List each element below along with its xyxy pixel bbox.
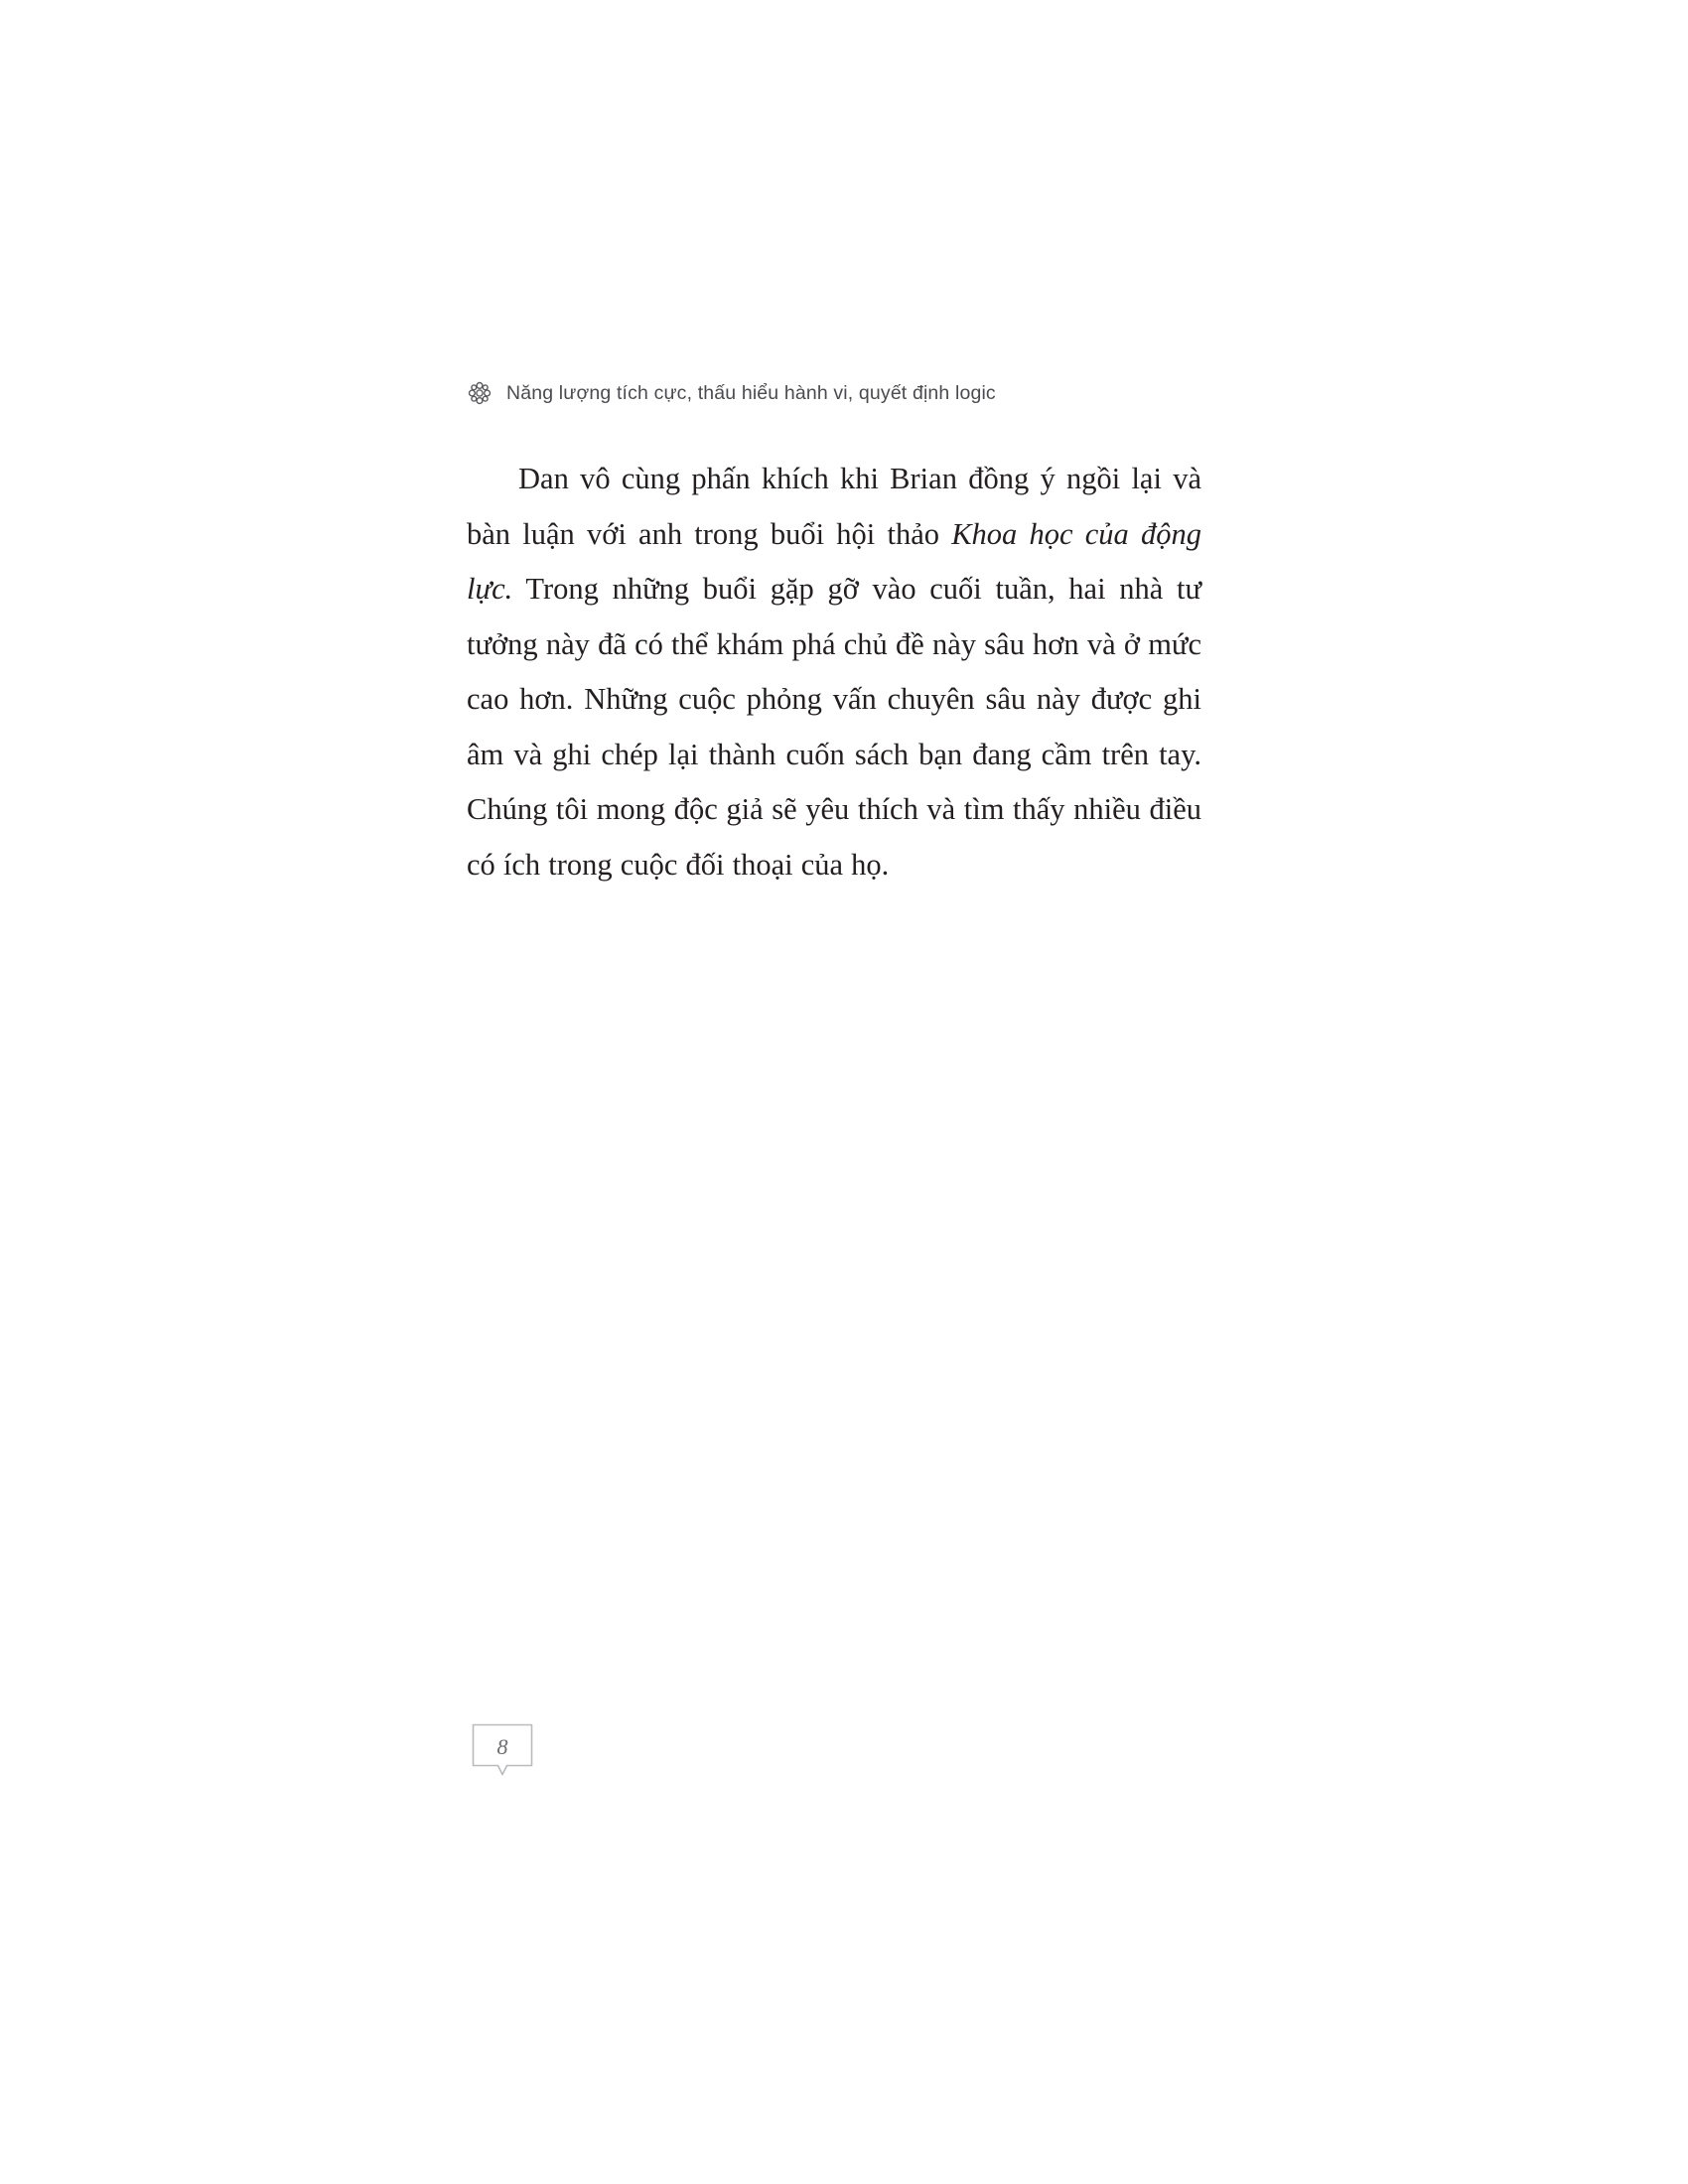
flower-ornament-icon	[467, 380, 492, 406]
running-head-label: Năng lượng tích cực, thấu hiểu hành vi, quyết định logic	[506, 381, 996, 404]
paragraph-text-end: Trong những buổi gặp gỡ vào cuối tuần, hai nhà tư tưởng này đã có thể khám phá chủ đề này sâu hơn và ở mức cao hơn. Những cuộc phỏng vấn chuyên sâu này được ghi âm và ghi chép lại thành cuốn sách bạn đang cầm trên tay. Chúng tôi mong độc giả sẽ yêu thích và tìm thấy nhiều điều có ích trong cuộc đối thoại của họ.	[467, 572, 1201, 882]
running-head	[467, 380, 996, 406]
paragraph	[467, 452, 1201, 892]
page-number: 8	[496, 1734, 508, 1759]
book-title-italic: Khoa học của động lực.	[467, 516, 1201, 606]
paragraph-text-start: Dan vô cùng phấn khích khi Brian đồng ý ngồi lại và bàn luận với anh trong buổi hội thảo	[467, 462, 1201, 551]
folio	[471, 1722, 534, 1784]
body-text-block	[467, 452, 1201, 892]
